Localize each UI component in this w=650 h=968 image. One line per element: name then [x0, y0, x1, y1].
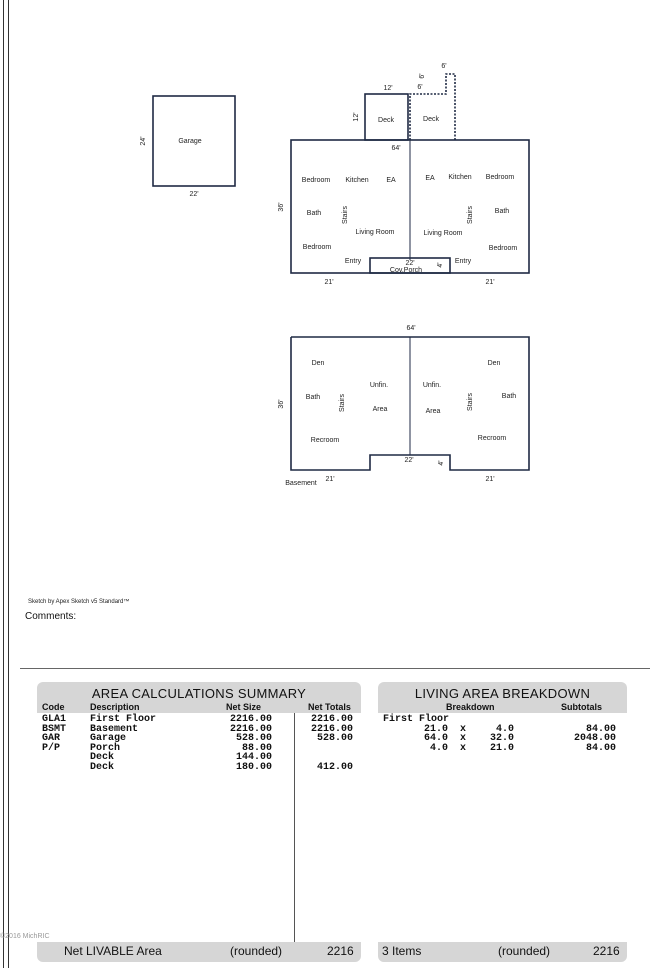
row-net-total: 412.00 — [316, 762, 353, 773]
items-rounded: (rounded) — [498, 944, 551, 958]
ff-stairs-l: Stairs — [342, 206, 349, 224]
bsmt-dim-bottom-right: 21' — [485, 476, 495, 483]
bsmt-bath-r: Bath — [501, 393, 517, 400]
ff-porch-label: Cov.Porch — [389, 267, 423, 274]
bsmt-unfin-l: Unfin. — [369, 382, 389, 389]
row-code: GAR — [42, 733, 61, 745]
ff-entry-r: Entry — [454, 258, 472, 265]
ff-bath-r: Bath — [494, 208, 510, 215]
area-summary-body — [37, 713, 361, 942]
breakdown-x: x — [460, 742, 467, 754]
row-code: BSMT — [42, 723, 67, 735]
comments-divider — [20, 668, 650, 669]
breakdown-x: x — [460, 733, 467, 745]
deck-right-dim-top: 6' — [441, 63, 447, 70]
ff-kitchen-r: Kitchen — [448, 174, 472, 181]
bsmt-dim-top: 64' — [406, 325, 416, 332]
bsmt-unfin-r: Unfin. — [422, 382, 442, 389]
area-summary-panel — [37, 682, 361, 962]
row-description: Deck — [90, 762, 115, 773]
bsmt-area-r: Area — [425, 408, 441, 415]
deck-right-dim-side: 6' — [419, 73, 426, 79]
hdr-code: Code — [42, 702, 65, 712]
basement-label: Basement — [285, 480, 317, 487]
table-row — [37, 744, 361, 754]
deck-right-dim-mid: 6' — [417, 84, 423, 91]
net-livable-label: Net LIVABLE Area — [64, 944, 162, 958]
ff-ea-r: EA — [425, 175, 435, 182]
table-row — [37, 725, 361, 735]
garage-label: Garage — [178, 138, 202, 145]
bsmt-dim-notch-depth: 4' — [438, 460, 445, 466]
row-description: Deck — [90, 752, 115, 764]
bsmt-recroom-r: Recroom — [477, 435, 507, 442]
row-net-size: 2216.00 — [229, 723, 272, 735]
sketch-credit: Sketch by Apex Sketch v5 Standard™ — [28, 599, 130, 605]
net-livable-rounded: (rounded) — [230, 944, 283, 958]
row-description: Porch — [90, 742, 121, 754]
ff-dim-porch-width: 22' — [405, 260, 415, 267]
ff-bedroom-bl: Bedroom — [302, 244, 332, 251]
row-net-total: 2216.00 — [310, 723, 353, 735]
ff-dim-left: 36' — [278, 202, 285, 212]
deck-left-dim-side: 12' — [353, 112, 360, 122]
ff-dim-top: 64' — [391, 145, 401, 152]
breakdown-b: 21.0 — [489, 742, 514, 754]
bsmt-stairs-r: Stairs — [467, 393, 474, 411]
bsmt-dim-bottom-left: 21' — [325, 476, 335, 483]
ff-ea-l: EA — [386, 177, 396, 184]
breakdown-a: 4.0 — [429, 742, 448, 754]
breakdown-b: 32.0 — [489, 733, 514, 745]
row-net-size: 2216.00 — [229, 714, 272, 725]
table-row — [37, 753, 361, 763]
row-net-size: 180.00 — [235, 762, 272, 773]
breakdown-b: 4.0 — [495, 723, 514, 735]
comments-label: Comments: — [25, 611, 77, 622]
items-count: 3 Items — [382, 944, 422, 958]
table-row — [37, 763, 361, 773]
table-row — [37, 734, 361, 744]
row-code: P/P — [42, 742, 61, 754]
row-net-total: 2216.00 — [310, 714, 353, 725]
copyright-watermark: ©2016 MichRIC — [0, 933, 50, 940]
ff-living-r: Living Room — [423, 230, 463, 237]
row-code: GLA1 — [42, 714, 67, 725]
row-net-total: 528.00 — [316, 733, 353, 745]
breakdown-subtotal: 84.00 — [585, 723, 616, 735]
row-net-size: 88.00 — [241, 742, 272, 754]
breakdown-x: x — [460, 723, 467, 735]
hdr-net-totals: Net Totals — [308, 702, 351, 712]
garage-dim-bottom: 22' — [189, 191, 199, 198]
bsmt-recroom-l: Recroom — [310, 437, 340, 444]
breakdown-subtotal: 84.00 — [585, 742, 616, 754]
breakdown-subtotal: 2048.00 — [573, 733, 616, 745]
items-value: 2216 — [593, 944, 620, 958]
ff-living-l: Living Room — [355, 229, 395, 236]
ff-entry-l: Entry — [344, 258, 362, 265]
bsmt-bath-l: Bath — [305, 394, 321, 401]
breakdown-a: 64.0 — [423, 733, 448, 745]
ff-bedroom-tl: Bedroom — [301, 177, 331, 184]
deck-right-label: Deck — [423, 116, 439, 123]
ff-bedroom-br: Bedroom — [488, 245, 518, 252]
row-description: Garage — [90, 733, 127, 745]
bsmt-den-l: Den — [311, 360, 325, 367]
living-breakdown-title: LIVING AREA BREAKDOWN — [414, 686, 591, 701]
breakdown-section-label: First Floor — [383, 714, 450, 725]
garage-dim-side: 24' — [140, 136, 147, 146]
bsmt-area-l: Area — [372, 406, 388, 413]
breakdown-a: 21.0 — [423, 723, 448, 735]
ff-dim-porch-depth: 4' — [437, 262, 444, 268]
row-net-size: 144.00 — [235, 752, 272, 764]
ff-dim-bottom-right: 21' — [485, 279, 495, 286]
table-row — [378, 744, 627, 754]
living-breakdown-body — [378, 713, 627, 942]
net-livable-value: 2216 — [327, 944, 354, 958]
bsmt-dim-left: 36' — [278, 399, 285, 409]
ff-kitchen-l: Kitchen — [345, 177, 369, 184]
ff-bath-l: Bath — [306, 210, 322, 217]
ff-dim-bottom-left: 21' — [324, 279, 334, 286]
row-description: First Floor — [90, 714, 157, 725]
ff-bedroom-tr: Bedroom — [485, 174, 515, 181]
ff-stairs-r: Stairs — [467, 206, 474, 224]
hdr-subtotals: Subtotals — [561, 702, 603, 712]
hdr-description: Description — [90, 702, 140, 712]
bsmt-den-r: Den — [487, 360, 501, 367]
bsmt-dim-notch-width: 22' — [404, 457, 414, 464]
deck-left-label: Deck — [378, 117, 394, 124]
hdr-net-size: Net Size — [226, 702, 262, 712]
hdr-breakdown: Breakdown — [446, 702, 495, 712]
bsmt-stairs-l: Stairs — [339, 394, 346, 412]
row-description: Basement — [90, 723, 139, 735]
deck-left-dim-top: 12' — [383, 85, 393, 92]
row-net-size: 528.00 — [235, 733, 272, 745]
living-breakdown-panel — [378, 682, 627, 962]
area-summary-title: AREA CALCULATIONS SUMMARY — [91, 686, 307, 701]
